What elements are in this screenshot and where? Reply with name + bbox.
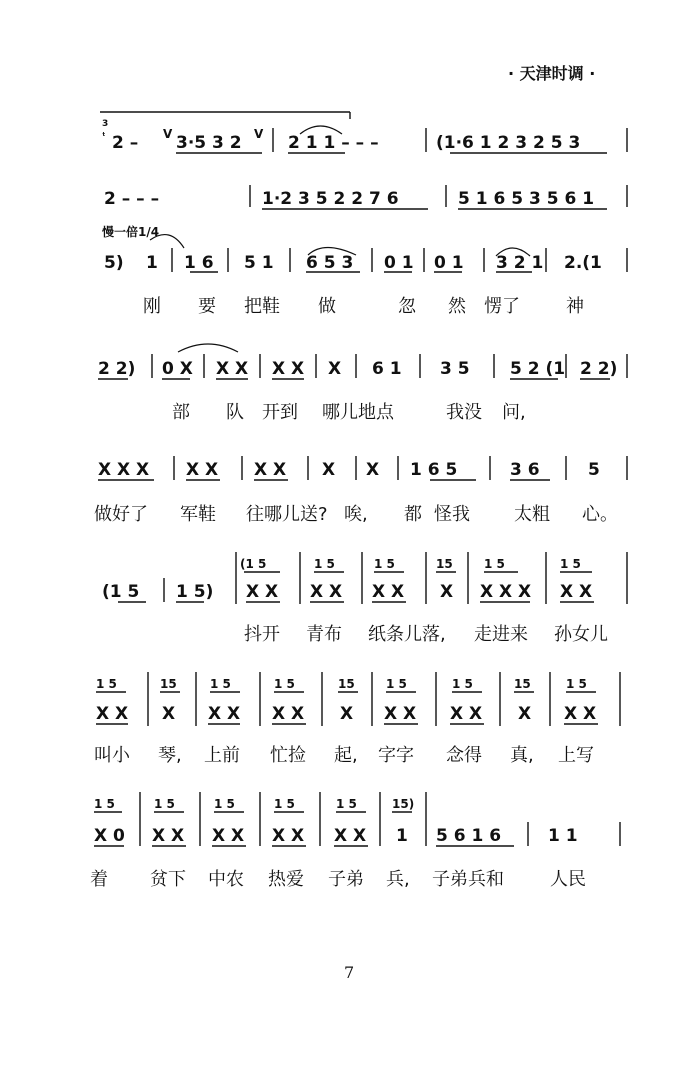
segment: X bbox=[162, 704, 176, 724]
lyric: 忙捡 bbox=[270, 745, 306, 766]
segment: X X bbox=[246, 582, 279, 602]
segment: 2 – – – bbox=[104, 189, 160, 209]
lyric: 神 bbox=[566, 296, 584, 317]
top-segment: 1 5 bbox=[96, 677, 117, 691]
page-number: 7 bbox=[344, 963, 355, 982]
segment: 2 2) bbox=[98, 359, 136, 379]
top-segment: 1 5 bbox=[274, 677, 295, 691]
lyric: 子弟 bbox=[328, 869, 364, 890]
segment: X bbox=[340, 704, 354, 724]
segment: X X bbox=[372, 582, 405, 602]
lyric: 纸条儿落, bbox=[368, 624, 446, 645]
segment: X X bbox=[564, 704, 597, 724]
svg-text:V: V bbox=[254, 127, 264, 141]
segment: 2 2) bbox=[580, 359, 618, 379]
top-segment: 1 5 bbox=[452, 677, 473, 691]
top-segment: 1 5 bbox=[560, 557, 581, 571]
lyric: 心。 bbox=[582, 504, 618, 525]
segment: X X bbox=[272, 359, 305, 379]
lyric: 唉, bbox=[344, 504, 368, 525]
staff-line-4 bbox=[98, 344, 627, 423]
staff-line-2 bbox=[104, 185, 627, 209]
top-segment: 1 5 bbox=[386, 677, 407, 691]
segment: 3 5 bbox=[440, 359, 470, 379]
lyric: 都 bbox=[404, 504, 422, 525]
segment: 0 1 bbox=[384, 253, 414, 273]
top-segment: 1 5 bbox=[336, 797, 357, 811]
top-segment: 1 5 bbox=[274, 797, 295, 811]
segment: 2 – bbox=[112, 133, 139, 153]
lyric: 上写 bbox=[558, 745, 594, 766]
lyric: 太粗 bbox=[514, 504, 550, 525]
lyric: 抖开 bbox=[244, 624, 280, 645]
top-segment: (1 5 bbox=[240, 557, 267, 571]
segment: 1 6 5 bbox=[410, 460, 458, 480]
lyric: 怪我 bbox=[434, 504, 470, 525]
segment: 1·2 3 5 2 2 7 6 bbox=[262, 189, 399, 209]
segment: 5 1 6 5 3 5 6 1 bbox=[458, 189, 595, 209]
staff-line-1 bbox=[100, 112, 627, 153]
top-segment: 15 bbox=[514, 677, 531, 691]
svg-text:V: V bbox=[163, 127, 173, 141]
svg-text:ₜ: ₜ bbox=[102, 129, 106, 139]
lyric: 往哪儿送? bbox=[246, 504, 328, 525]
top-segment: 15 bbox=[160, 677, 177, 691]
lyric: 琴, bbox=[158, 745, 182, 766]
segment: X bbox=[322, 460, 336, 480]
lyric: 军鞋 bbox=[180, 504, 216, 525]
top-segment: 1 5 bbox=[214, 797, 235, 811]
lyric: 忽 bbox=[398, 296, 416, 317]
segment: 1 1 bbox=[548, 826, 578, 846]
segment: (1 5 bbox=[102, 582, 140, 602]
lyric: 我没 bbox=[446, 402, 482, 423]
lyric: 起, bbox=[334, 745, 358, 766]
segment: X 0 bbox=[94, 826, 125, 846]
lyric: 真, bbox=[510, 745, 534, 766]
segment: 5) bbox=[104, 253, 124, 273]
top-segment: 15 bbox=[436, 557, 453, 571]
lyric: 哪儿地点 bbox=[322, 402, 394, 423]
lyric: 队 bbox=[226, 402, 244, 423]
staff-line-3 bbox=[101, 224, 627, 317]
segment: X bbox=[366, 460, 380, 480]
lyric: 开到 bbox=[262, 402, 298, 423]
lyric: 上前 bbox=[204, 745, 240, 766]
segment: 6 1 bbox=[372, 359, 402, 379]
segment: X X bbox=[310, 582, 343, 602]
tempo-annotation: 慢一倍1/4 bbox=[102, 225, 160, 239]
segment: X X bbox=[216, 359, 249, 379]
staff-line-5 bbox=[94, 456, 627, 525]
segment: 5 6 1 6 bbox=[436, 826, 502, 846]
segment: 3 2 1 bbox=[496, 253, 544, 273]
lyric: 走进来 bbox=[474, 624, 528, 645]
segment: X X bbox=[384, 704, 417, 724]
segment: 5 2 (1 bbox=[510, 359, 566, 379]
top-segment: 1 5 bbox=[566, 677, 587, 691]
segment: X bbox=[518, 704, 532, 724]
segment: 3·5 3 2 bbox=[176, 133, 242, 153]
lyric: 叫小 bbox=[94, 745, 130, 766]
segment: 6 5 3 bbox=[306, 253, 354, 273]
segment: 2.(1 bbox=[564, 253, 602, 273]
staff-line-7 bbox=[94, 672, 620, 766]
segment: X X X bbox=[480, 582, 532, 602]
lyric: 愣了 bbox=[484, 296, 520, 317]
lyric: 做好了 bbox=[94, 504, 148, 525]
segment: 5 bbox=[588, 460, 600, 480]
segment: X bbox=[328, 359, 342, 379]
lyric: 要 bbox=[198, 296, 216, 317]
top-segment: 1 5 bbox=[484, 557, 505, 571]
lyric: 人民 bbox=[550, 869, 586, 890]
segment: 1 bbox=[146, 253, 158, 273]
segment: (1·6 1 2 3 2 5 3 bbox=[436, 133, 581, 153]
segment: 1 5) bbox=[176, 582, 214, 602]
lyric: 问, bbox=[502, 402, 526, 423]
lyric: 青布 bbox=[306, 624, 342, 645]
segment: X X bbox=[208, 704, 241, 724]
staff-line-6 bbox=[102, 552, 627, 645]
lyric: 兵, bbox=[386, 869, 410, 890]
staff-line-8 bbox=[90, 792, 620, 890]
top-segment: 1 5 bbox=[314, 557, 335, 571]
segment: X X X bbox=[98, 460, 150, 480]
segment: X X bbox=[334, 826, 367, 846]
segment: X bbox=[440, 582, 454, 602]
segment: 3 6 bbox=[510, 460, 540, 480]
segment: 5 1 bbox=[244, 253, 274, 273]
segment: X X bbox=[272, 826, 305, 846]
segment: 1 6 bbox=[184, 253, 214, 273]
lyric: 子弟兵和 bbox=[432, 869, 504, 890]
segment: 2 1 1 – – – bbox=[288, 133, 379, 153]
segment: X X bbox=[152, 826, 185, 846]
lyric: 刚 bbox=[143, 296, 161, 317]
lyric: 念得 bbox=[446, 745, 482, 766]
lyric: 然 bbox=[448, 296, 466, 317]
lyric: 部 bbox=[172, 402, 190, 423]
segment: X X bbox=[254, 460, 287, 480]
segment: 1 bbox=[396, 826, 408, 846]
lyric: 孙女儿 bbox=[554, 624, 608, 645]
lyric: 热爱 bbox=[268, 869, 304, 890]
lyric: 把鞋 bbox=[244, 296, 280, 317]
segment: X X bbox=[212, 826, 245, 846]
svg-text:3: 3 bbox=[102, 119, 109, 129]
top-segment: 1 5 bbox=[374, 557, 395, 571]
segment: X X bbox=[96, 704, 129, 724]
page-header-title: · 天津时调 · bbox=[508, 64, 596, 83]
top-segment: 1 5 bbox=[154, 797, 175, 811]
segment: 0 1 bbox=[434, 253, 464, 273]
lyric: 中农 bbox=[208, 869, 244, 890]
top-segment: 1 5 bbox=[210, 677, 231, 691]
top-segment: 15) bbox=[392, 797, 415, 811]
lyric: 字字 bbox=[378, 745, 414, 766]
lyric: 着 bbox=[90, 869, 108, 890]
lyric: 做 bbox=[318, 296, 336, 317]
lyric: 贫下 bbox=[150, 869, 186, 890]
segment: X X bbox=[186, 460, 219, 480]
segment: X X bbox=[560, 582, 593, 602]
segment: X X bbox=[450, 704, 483, 724]
top-segment: 15 bbox=[338, 677, 355, 691]
segment: X X bbox=[272, 704, 305, 724]
top-segment: 1 5 bbox=[94, 797, 115, 811]
segment: 0 X bbox=[162, 359, 193, 379]
